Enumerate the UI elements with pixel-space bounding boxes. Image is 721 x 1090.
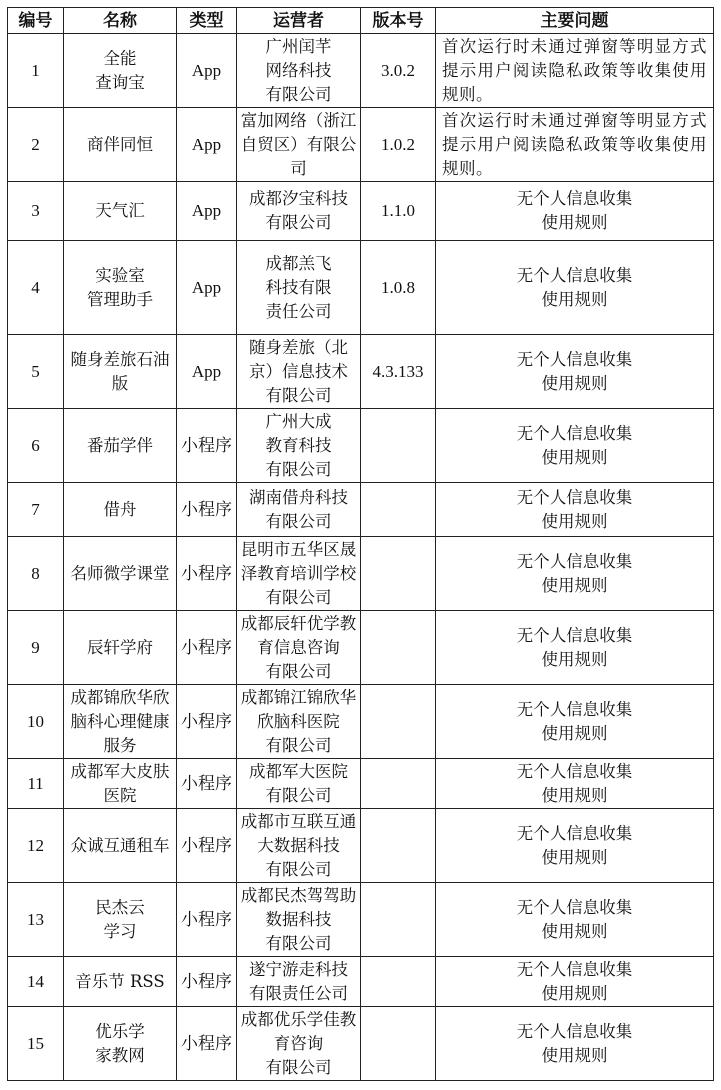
- operator: 广州大成 教育科技 有限公司: [237, 409, 361, 483]
- main-issue: 首次运行时未通过弹窗等明显方式提示用户阅读隐私政策等收集使用规则。: [436, 34, 714, 108]
- app-type: 小程序: [177, 409, 237, 483]
- table-row: [8, 34, 714, 108]
- table-row: [8, 809, 714, 883]
- app-type: App: [177, 34, 237, 108]
- main-issue: 无个人信息收集 使用规则: [436, 483, 714, 537]
- main-issue: 无个人信息收集 使用规则: [436, 409, 714, 483]
- app-name: 番茄学伴: [64, 409, 177, 483]
- row-number: 12: [8, 809, 64, 883]
- operator: 遂宁游走科技 有限责任公司: [237, 957, 361, 1007]
- app-type: App: [177, 182, 237, 241]
- operator: 昆明市五华区晟泽教育培训学校有限公司: [237, 537, 361, 611]
- operator: 随身差旅（北京）信息技术 有限公司: [237, 335, 361, 409]
- header-issue: 主要问题: [436, 8, 714, 34]
- app-name: 众诚互通租车: [64, 809, 177, 883]
- app-type: 小程序: [177, 483, 237, 537]
- operator: 成都辰轩优学教育信息咨询 有限公司: [237, 611, 361, 685]
- app-type: App: [177, 108, 237, 182]
- app-type: 小程序: [177, 809, 237, 883]
- operator: 成都优乐学佳教育咨询 有限公司: [237, 1007, 361, 1081]
- version: [361, 809, 436, 883]
- app-name: 名师微学课堂: [64, 537, 177, 611]
- version: 1.0.8: [361, 241, 436, 335]
- operator: 广州闰芊 网络科技 有限公司: [237, 34, 361, 108]
- app-type: App: [177, 241, 237, 335]
- header-operator: 运营者: [237, 8, 361, 34]
- row-number: 11: [8, 759, 64, 809]
- row-number: 13: [8, 883, 64, 957]
- table-row: [8, 108, 714, 182]
- row-number: 4: [8, 241, 64, 335]
- version: [361, 1007, 436, 1081]
- header-type: 类型: [177, 8, 237, 34]
- version: [361, 537, 436, 611]
- row-number: 7: [8, 483, 64, 537]
- main-issue: 无个人信息收集 使用规则: [436, 1007, 714, 1081]
- app-type: 小程序: [177, 1007, 237, 1081]
- version: [361, 483, 436, 537]
- table-row: [8, 685, 714, 759]
- header-number: 编号: [8, 8, 64, 34]
- report-table: [7, 7, 714, 1081]
- app-type: 小程序: [177, 611, 237, 685]
- row-number: 8: [8, 537, 64, 611]
- operator: 湖南借舟科技 有限公司: [237, 483, 361, 537]
- version: 1.1.0: [361, 182, 436, 241]
- operator: 成都羔飞 科技有限 责任公司: [237, 241, 361, 335]
- table-row: [8, 483, 714, 537]
- row-number: 10: [8, 685, 64, 759]
- app-name: 成都军大皮肤医院: [64, 759, 177, 809]
- table-row: [8, 1007, 714, 1081]
- row-number: 3: [8, 182, 64, 241]
- app-name: 实验室 管理助手: [64, 241, 177, 335]
- header-version: 版本号: [361, 8, 436, 34]
- row-number: 2: [8, 108, 64, 182]
- app-type: 小程序: [177, 537, 237, 611]
- version: [361, 685, 436, 759]
- version: [361, 611, 436, 685]
- app-name: 商伴同恒: [64, 108, 177, 182]
- main-issue: 无个人信息收集 使用规则: [436, 809, 714, 883]
- row-number: 9: [8, 611, 64, 685]
- main-issue: 无个人信息收集 使用规则: [436, 537, 714, 611]
- main-issue: 无个人信息收集 使用规则: [436, 759, 714, 809]
- app-type: 小程序: [177, 957, 237, 1007]
- operator: 成都锦江锦欣华欣脑科医院 有限公司: [237, 685, 361, 759]
- operator: 成都民杰驾驾助数据科技 有限公司: [237, 883, 361, 957]
- row-number: 14: [8, 957, 64, 1007]
- app-name: 音乐节 RSS: [64, 957, 177, 1007]
- table-row: [8, 957, 714, 1007]
- app-name: 借舟: [64, 483, 177, 537]
- version: 3.0.2: [361, 34, 436, 108]
- app-name: 民杰云 学习: [64, 883, 177, 957]
- operator: 成都市互联互通大数据科技 有限公司: [237, 809, 361, 883]
- version: [361, 759, 436, 809]
- table-row: [8, 611, 714, 685]
- main-issue: 无个人信息收集 使用规则: [436, 611, 714, 685]
- main-issue: 无个人信息收集 使用规则: [436, 182, 714, 241]
- app-name: 成都锦欣华欣脑科心理健康服务: [64, 685, 177, 759]
- table-row: [8, 537, 714, 611]
- app-name: 优乐学 家教网: [64, 1007, 177, 1081]
- version: [361, 883, 436, 957]
- header-row: [8, 8, 714, 34]
- app-name: 辰轩学府: [64, 611, 177, 685]
- version: 1.0.2: [361, 108, 436, 182]
- table-row: [8, 883, 714, 957]
- table-row: [8, 182, 714, 241]
- app-type: 小程序: [177, 759, 237, 809]
- operator: 成都汐宝科技 有限公司: [237, 182, 361, 241]
- app-type: 小程序: [177, 883, 237, 957]
- version: [361, 409, 436, 483]
- header-name: 名称: [64, 8, 177, 34]
- main-issue: 无个人信息收集 使用规则: [436, 957, 714, 1007]
- app-name: 全能 查询宝: [64, 34, 177, 108]
- app-type: App: [177, 335, 237, 409]
- app-type: 小程序: [177, 685, 237, 759]
- app-name: 随身差旅石油版: [64, 335, 177, 409]
- operator: 成都军大医院 有限公司: [237, 759, 361, 809]
- table-row: [8, 241, 714, 335]
- table-row: [8, 759, 714, 809]
- table-row: [8, 409, 714, 483]
- main-issue: 无个人信息收集 使用规则: [436, 883, 714, 957]
- main-issue: 无个人信息收集 使用规则: [436, 335, 714, 409]
- table-row: [8, 335, 714, 409]
- row-number: 6: [8, 409, 64, 483]
- main-issue: 无个人信息收集 使用规则: [436, 685, 714, 759]
- main-issue: 无个人信息收集 使用规则: [436, 241, 714, 335]
- operator: 富加网络（浙江自贸区）有限公司: [237, 108, 361, 182]
- row-number: 5: [8, 335, 64, 409]
- main-issue: 首次运行时未通过弹窗等明显方式提示用户阅读隐私政策等收集使用规则。: [436, 108, 714, 182]
- version: [361, 957, 436, 1007]
- row-number: 1: [8, 34, 64, 108]
- app-name: 天气汇: [64, 182, 177, 241]
- report-table-wrapper: [7, 7, 714, 1081]
- row-number: 15: [8, 1007, 64, 1081]
- version: 4.3.133: [361, 335, 436, 409]
